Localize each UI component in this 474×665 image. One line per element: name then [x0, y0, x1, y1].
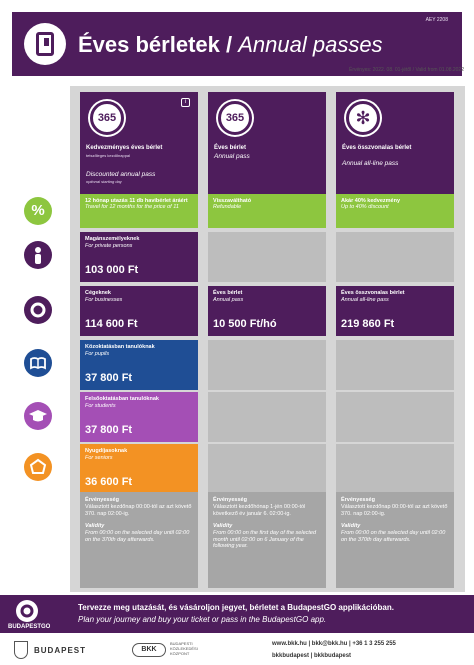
contact-info[interactable]: www.bkk.hu | bkk@bkk.hu | +36 1 3 255 255	[272, 641, 396, 647]
validity-text-en: From 00:00 on the selected day until 02:00 on the 370th day afterwards.	[85, 530, 190, 543]
audience-en: Annual all-line pass	[341, 296, 389, 303]
price-cell	[80, 286, 198, 336]
city-name: BUDAPEST	[34, 646, 87, 655]
badge-label: 365	[97, 112, 117, 124]
person-icon	[24, 241, 52, 269]
budapestgo-logo-icon	[16, 600, 38, 622]
validity-heading-hu: Érvényesség	[85, 497, 119, 503]
price: 37 800 Ft	[85, 372, 133, 384]
price: 37 800 Ft	[85, 424, 133, 436]
price: 103 000 Ft	[85, 264, 139, 276]
empty-cell	[336, 444, 454, 494]
audience-hu: Felsőoktatásban tanulóknak	[85, 396, 159, 402]
empty-cell	[336, 392, 454, 442]
validity-heading-en: Validity	[213, 523, 233, 529]
price-cell	[80, 232, 198, 282]
validity-box	[336, 492, 454, 588]
price: 219 860 Ft	[341, 318, 395, 330]
bkk-full-name: BUDAPESTI KÖZLEKEDÉSI KÖZPONT	[170, 641, 198, 656]
benefit-hu: Visszaváltható	[213, 198, 252, 204]
validity-text-hu: Választott kezdőnap 00:00-tól az azt követő 370. nap 02:00-ig.	[85, 504, 192, 517]
badge-label: 365	[225, 112, 245, 124]
audience-hu: Éves bérlet	[213, 290, 243, 296]
empty-cell	[336, 232, 454, 282]
pass-card-icon	[24, 23, 66, 65]
price-cell	[80, 444, 198, 494]
validity-box	[208, 492, 326, 588]
price: 36 600 Ft	[85, 476, 133, 488]
benefit-cell	[80, 194, 198, 228]
audience-hu: Nyugdíjasoknak	[85, 448, 128, 454]
title-hu: Éves bérletek /	[78, 32, 233, 57]
badge-365	[218, 101, 252, 135]
column-title-hu-text: Kedvezményes éves bérlet	[86, 145, 163, 151]
book-icon	[24, 349, 52, 377]
footer-contact-bar	[0, 633, 474, 665]
audience-hu: Magánszemélyeknek	[85, 236, 140, 242]
validity-heading-hu: Érvényesség	[213, 497, 247, 503]
column-header-all-line	[336, 92, 454, 194]
column-title-en: Annual all-line pass	[342, 160, 399, 167]
budapest-crest-icon	[14, 641, 28, 659]
empty-cell	[208, 340, 326, 390]
validity-box	[80, 492, 198, 588]
empty-cell	[208, 392, 326, 442]
column-subtitle-hu: tetszőleges kezdőnappal	[86, 153, 131, 158]
audience-en: For businesses	[85, 296, 123, 303]
audience-hu: Éves összvonalas bérlet	[341, 290, 405, 296]
badge-365	[90, 101, 124, 135]
price: 114 600 Ft	[85, 318, 138, 330]
benefit-en: Travel for 12 months for the price of 11	[85, 204, 179, 210]
graduation-cap-icon	[24, 402, 52, 430]
audience-en: For private persons	[85, 242, 133, 249]
column-note: optional starting day	[86, 179, 122, 184]
validity-date: Érvényes: 2022. 08. 01-jétől / Valid from 01.08.2022	[349, 67, 464, 73]
price: 10 500 Ft/hó	[213, 318, 277, 330]
ring-icon	[24, 296, 52, 324]
footer-banner	[0, 595, 474, 633]
price-cell	[80, 340, 198, 390]
column-title-hu: Éves összvonalas bérlet	[342, 145, 412, 151]
validity-text-hu: Választott kezdőhónap 1-jén 00:00-tól következő év január 6. 02:00-ig.	[213, 504, 306, 517]
column-header-discounted	[80, 92, 198, 194]
audience-en: For pupils	[85, 350, 110, 357]
benefit-cell	[208, 194, 326, 228]
empty-cell	[208, 444, 326, 494]
column-title-en: Annual pass	[214, 153, 250, 160]
price-cell	[336, 286, 454, 336]
benefit-cell	[336, 194, 454, 228]
column-title-en: Discounted annual pass	[86, 171, 156, 178]
empty-cell	[336, 340, 454, 390]
footer-text-en: Plan your journey and buy your ticket or pass in the BudapestGO app.	[78, 615, 327, 624]
footer-text-hu: Tervezze meg utazását, és vásároljon jegyet, bérletet a BudapestGO applikációban.	[78, 603, 394, 612]
benefit-en: Up to 40% discount	[341, 204, 389, 210]
page-title	[78, 32, 383, 58]
audience-hu: Közoktatásban tanulóknak	[85, 344, 155, 350]
validity-heading-hu: Érvényesség	[341, 497, 375, 503]
audience-en: For students	[85, 402, 116, 409]
app-name: BUDAPESTGO	[8, 624, 51, 630]
snowflake-icon: ✻	[346, 101, 380, 135]
bkk-logo: BKK	[132, 643, 166, 657]
document-code: AEY 2208	[425, 17, 448, 23]
percent-icon: %	[24, 197, 52, 225]
validity-text-en: From 00:00 on the first day of the selected month until 02:00 on 6 January of the following year.	[213, 530, 317, 549]
info-icon: i	[181, 98, 190, 107]
audience-hu: Cégeknek	[85, 290, 111, 296]
column-title-hu	[86, 145, 194, 159]
empty-cell	[208, 232, 326, 282]
audience-en: Annual pass	[213, 296, 244, 303]
price-cell	[208, 286, 326, 336]
validity-heading-en: Validity	[341, 523, 361, 529]
validity-heading-en: Validity	[85, 523, 105, 529]
validity-text-en: From 00:00 on the selected day until 02:00 on the 370th day afterwards.	[341, 530, 446, 543]
benefit-en: Refundable	[213, 204, 242, 210]
validity-text-hu: Választott kezdőnap 00:00-tól az azt követő 370. nap 02:00-ig.	[341, 504, 448, 517]
audience-en: For seniors	[85, 454, 113, 461]
price-cell	[80, 392, 198, 442]
column-title-hu: Éves bérlet	[214, 145, 247, 151]
title-en: Annual passes	[238, 32, 383, 57]
benefit-hu: 12 hónap utazás 11 db havibérlet áráért	[85, 198, 188, 204]
column-header-annual	[208, 92, 326, 194]
social-handles[interactable]: bkkbudapest | bkkbudapest	[272, 653, 352, 659]
pentagon-icon	[24, 453, 52, 481]
benefit-hu: Akár 40% kedvezmény	[341, 198, 401, 204]
